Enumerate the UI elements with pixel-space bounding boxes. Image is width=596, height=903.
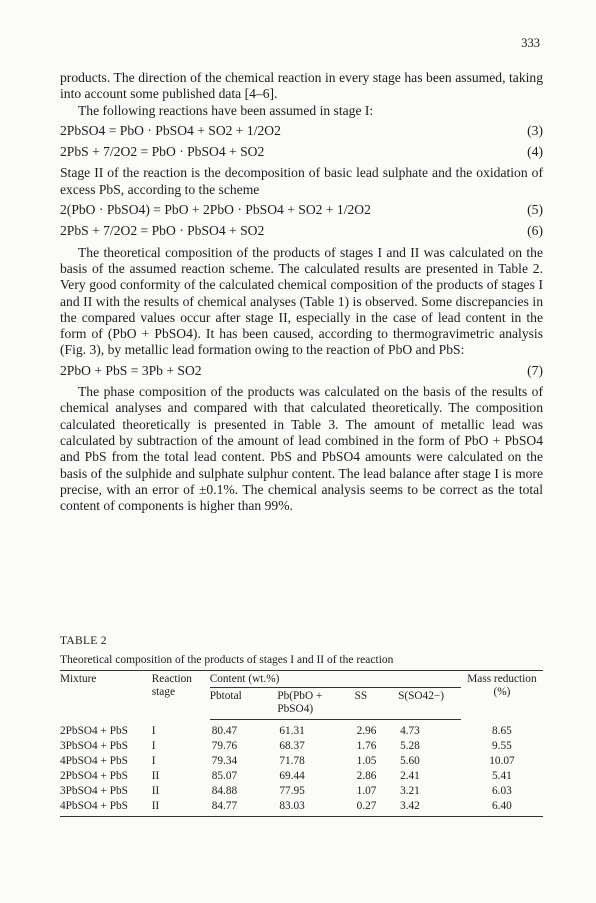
header-content: Content (wt.%)	[210, 671, 461, 688]
equation-expression: 2PbS + 7/2O2 = PbO · PbSO4 + SO2	[60, 223, 265, 239]
cell-sso4: 5.60	[400, 755, 420, 767]
composition-table	[60, 670, 543, 817]
equation-expression: 2(PbO · PbSO4) = PbO + 2PbO · PbSO4 + SO2 + 1/2O2	[60, 202, 371, 218]
cell-sso4: 3.42	[398, 799, 461, 817]
table-row	[60, 720, 543, 740]
header-mixture: Mixture	[60, 671, 152, 720]
table-row	[60, 739, 543, 754]
table-2	[60, 635, 543, 817]
cell-pb-total: 79.76	[211, 740, 238, 752]
cell-mixture: 2PbSO4 + PbS	[60, 724, 128, 737]
equation-5	[60, 202, 543, 218]
cell-mass-reduction: 9.55	[492, 740, 512, 752]
cell-pb-pbo: 71.78	[279, 755, 305, 767]
cell-pb-total: 84.77	[210, 799, 278, 817]
table-caption: Theoretical composition of the products of stages I and II of the reaction	[60, 654, 394, 666]
header-pb-total: Pbtotal	[210, 688, 278, 720]
cell-ss: 2.96	[356, 725, 377, 737]
equation-expression: 2PbO + PbS = 3Pb + SO2	[60, 362, 202, 378]
equation-4	[60, 144, 543, 160]
header-reaction-stage: Reaction stage	[152, 671, 210, 720]
cell-ss: 1.76	[356, 740, 377, 752]
paragraph: Stage II of the reaction is the decomposition of basic lead sulphate and the oxidation of excess PbS, according to the scheme	[60, 165, 543, 197]
cell-sso4: 3.21	[400, 785, 420, 797]
equation-number: (5)	[527, 202, 543, 218]
paragraph: products. The direction of the chemical reaction in every stage has been assumed, taking into account some published data [4–6].	[60, 70, 543, 102]
header-pb-pbo-pbso4: Pb(PbO + PbSO4)	[277, 688, 354, 720]
cell-ss: 1.07	[356, 785, 377, 797]
cell-sso4: 5.28	[400, 740, 420, 752]
paragraph: The following reactions have been assumed in stage I:	[78, 102, 374, 118]
table-row	[60, 784, 543, 799]
cell-mixture: 3PbSO4 + PbS	[60, 740, 128, 752]
cell-ss: 2.86	[356, 770, 377, 782]
cell-stage: I	[151, 740, 156, 752]
equation-expression: 2PbS + 7/2O2 = PbO · PbSO4 + SO2	[60, 144, 265, 160]
header-mass-reduction: Mass reduction (%)	[461, 671, 543, 720]
header-sulphide-sulphur: SS	[355, 688, 398, 720]
cell-pb-total: 79.34	[211, 755, 238, 767]
cell-stage: I	[151, 755, 156, 767]
equation-3	[60, 123, 543, 139]
cell-pb-total: 84.88	[211, 785, 238, 797]
paragraph: The theoretical composition of the products of stages I and II was calculated on the basis of the assumed reaction scheme. The calculated results are presented in Table 2. Very good conformity of the calculated chemical composition of the products of stages I and II with the results of chemical analyses (Table 1) is observed. Some discrepancies in the compared values occur after stage II, especially in the case of lead content in the form of (PbO + PbSO4). It has been caused, according to thermogravimetric analysis (Fig. 3), by metallic lead formation owing to the reaction of PbO and PbS:	[60, 244, 543, 358]
equation-7	[60, 363, 543, 379]
table-label: TABLE 2	[60, 635, 107, 647]
cell-mixture: 2PbSO4 + PbS	[60, 770, 128, 782]
paragraph: The phase composition of the products was calculated on the basis of the results of chemical analyses and compared with that calculated theoretically. The composition calculated theoretically is presented in Table 3. The amount of metallic lead was calculated by subtraction of the amount of lead combined in the form of PbO + PbSO4 and PbS from the total lead content. PbS and PbSO4 amounts were calculated on the basis of the sulphide and sulphate sulphur content. The lead balance after stage I is more precise, with an error of ±0.1%. The chemical analysis seems to be correct as the total content of components is higher than 99%.	[60, 384, 543, 514]
equation-number: (4)	[527, 144, 543, 160]
cell-mixture: 3PbSO4 + PbS	[60, 785, 128, 797]
table-row	[60, 754, 543, 769]
cell-mass-reduction: 8.65	[492, 724, 512, 737]
equation-expression: 2PbSO4 = PbO · PbSO4 + SO2 + 1/2O2	[60, 122, 281, 138]
cell-pb-total: 80.47	[211, 725, 238, 737]
cell-pb-pbo: 68.37	[279, 740, 305, 752]
cell-pb-pbo: 69.44	[279, 770, 305, 782]
cell-stage: II	[151, 785, 160, 797]
cell-stage: II	[151, 770, 160, 782]
cell-mass-reduction: 5.41	[492, 770, 512, 782]
body-text	[60, 70, 543, 514]
equation-number: (7)	[527, 362, 543, 378]
equation-6	[60, 223, 543, 239]
header-sulphate-sulphur: S(SO42−)	[398, 688, 461, 720]
cell-mass-reduction: 6.03	[492, 785, 512, 797]
cell-pb-pbo: 83.03	[277, 799, 354, 817]
equation-number: (3)	[527, 122, 543, 138]
cell-pb-pbo: 61.31	[279, 725, 305, 737]
cell-ss: 0.27	[355, 799, 398, 817]
cell-mixture: 4PbSO4 + PbS	[60, 755, 128, 767]
cell-sso4: 2.41	[400, 770, 420, 782]
page-number: 333	[521, 36, 540, 50]
cell-mass-reduction: 10.07	[489, 755, 515, 767]
cell-pb-total: 85.07	[211, 770, 238, 782]
cell-mass-reduction: 6.40	[461, 799, 543, 817]
cell-stage: I	[151, 724, 156, 737]
cell-pb-pbo: 77.95	[279, 785, 305, 797]
cell-mixture: 4PbSO4 + PbS	[60, 799, 152, 817]
cell-stage: II	[152, 799, 210, 817]
cell-ss: 1.05	[356, 755, 377, 767]
cell-sso4: 4.73	[400, 725, 420, 737]
equation-number: (6)	[527, 223, 543, 239]
table-row	[60, 769, 543, 784]
table-row	[60, 799, 543, 817]
